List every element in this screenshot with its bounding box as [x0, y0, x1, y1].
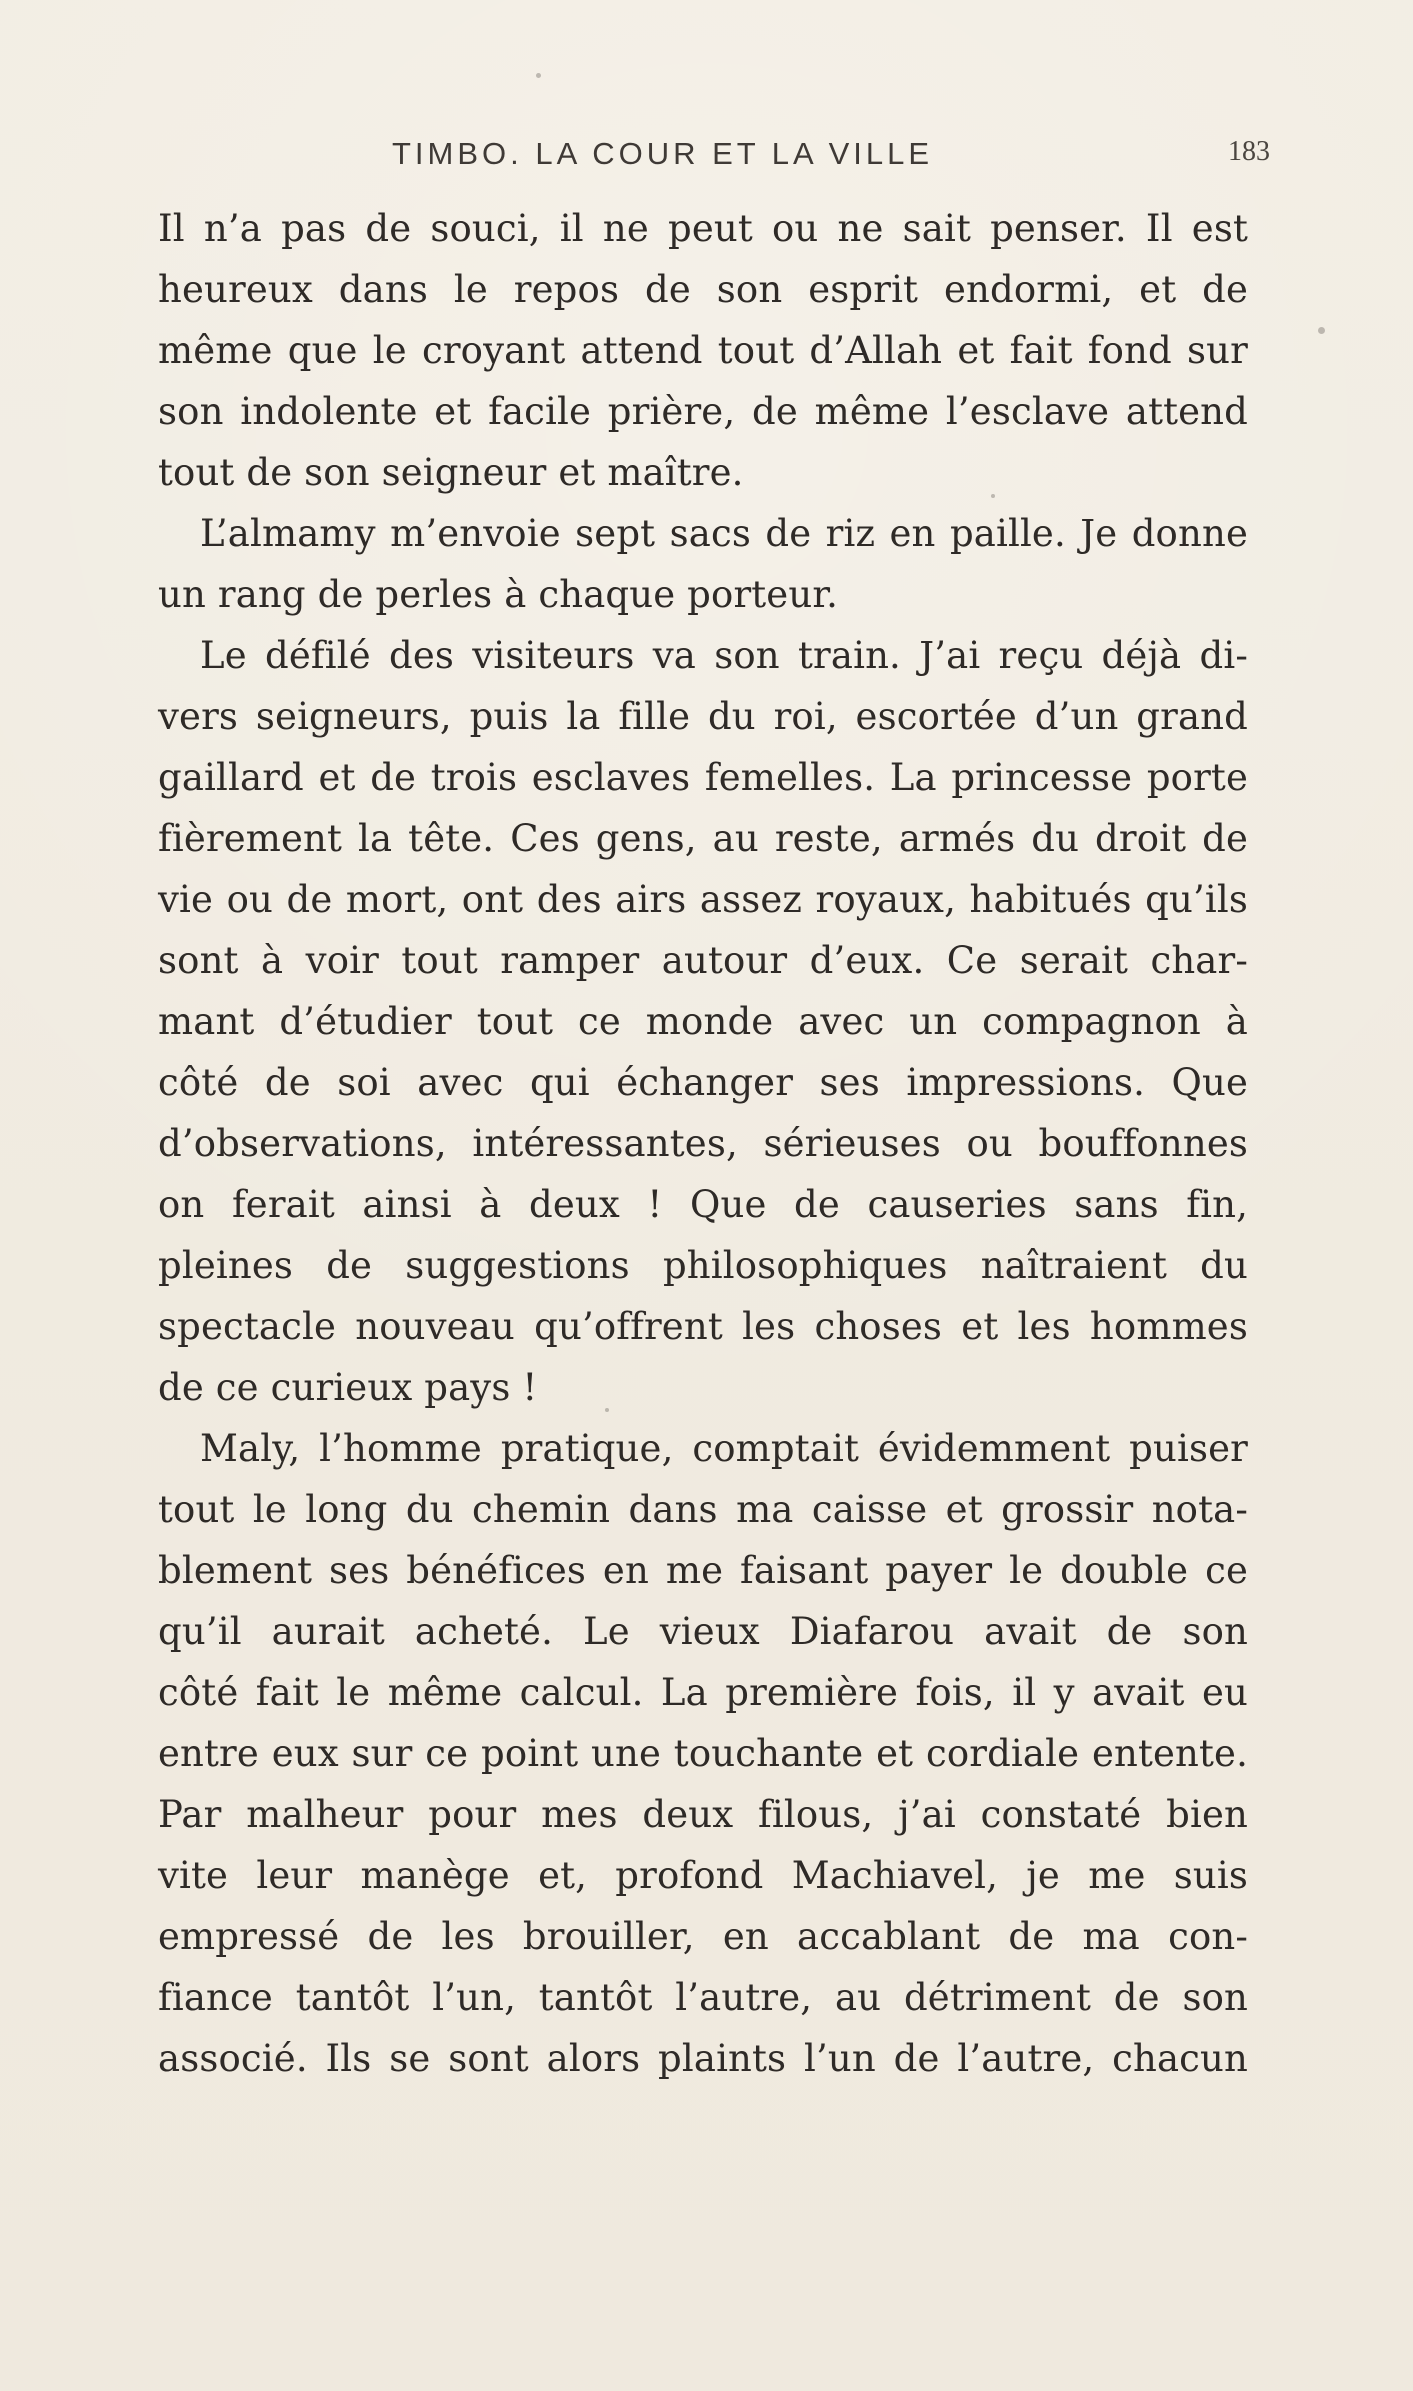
text-line: heureux dans le repos de son esprit endormi, et de: [158, 268, 1248, 311]
text-line: Il n’a pas de souci, il ne peut ou ne sait penser. Il est: [158, 207, 1248, 250]
page-speck: [1318, 327, 1325, 334]
body-text: [158, 198, 1248, 2089]
text-line: fièrement la tête. Ces gens, au reste, armés du droit de: [158, 817, 1248, 860]
running-title: TIMBO. LA COUR ET LA VILLE: [392, 136, 934, 171]
text-line: fiance tantôt l’un, tantôt l’autre, au détriment de son: [158, 1976, 1248, 2019]
text-line: tout de son seigneur et maître.: [158, 451, 744, 494]
text-line: on ferait ainsi à deux ! Que de causeries sans fin,: [158, 1183, 1248, 1226]
text-line: son indolente et facile prière, de même l’esclave attend: [158, 390, 1248, 433]
text-line: de ce curieux pays !: [158, 1366, 538, 1409]
text-line: gaillard et de trois esclaves femelles. La princesse porte: [158, 756, 1248, 799]
text-line: mant d’étudier tout ce monde avec un compagnon à: [158, 1000, 1248, 1043]
text-line: L’almamy m’envoie sept sacs de riz en paille. Je donne: [200, 512, 1248, 555]
text-line: côté de soi avec qui échanger ses impressions. Que: [158, 1061, 1248, 1104]
text-line: empressé de les brouiller, en accablant de ma con-: [158, 1915, 1248, 1958]
text-line: sont à voir tout ramper autour d’eux. Ce serait char-: [158, 939, 1248, 982]
text-line: qu’il aurait acheté. Le vieux Diafarou avait de son: [158, 1610, 1248, 1653]
running-header: [392, 136, 1270, 186]
text-line: Par malheur pour mes deux filous, j’ai constaté bien: [158, 1793, 1248, 1836]
text-line: Le défilé des visiteurs va son train. J’ai reçu déjà di-: [200, 634, 1248, 677]
text-line: un rang de perles à chaque porteur.: [158, 573, 839, 616]
text-line: entre eux sur ce point une touchante et cordiale entente.: [158, 1732, 1248, 1775]
text-line: vite leur manège et, profond Machiavel, je me suis: [158, 1854, 1248, 1897]
text-line: vers seigneurs, puis la fille du roi, escortée d’un grand: [158, 695, 1248, 738]
page-speck: [536, 73, 541, 78]
text-line: vie ou de mort, ont des airs assez royaux, habitués qu’ils: [158, 878, 1248, 921]
text-line: côté fait le même calcul. La première fois, il y avait eu: [158, 1671, 1248, 1714]
text-line: blement ses bénéfices en me faisant payer le double ce: [158, 1549, 1248, 1592]
text-line: pleines de suggestions philosophiques naîtraient du: [158, 1244, 1248, 1287]
page-number: 183: [1228, 136, 1270, 167]
text-line: tout le long du chemin dans ma caisse et grossir nota-: [158, 1488, 1248, 1531]
text-line: d’observations, intéressantes, sérieuses ou bouffonnes: [158, 1122, 1248, 1165]
text-line: Maly, l’homme pratique, comptait évidemment puiser: [200, 1427, 1248, 1470]
text-line: spectacle nouveau qu’offrent les choses et les hommes: [158, 1305, 1248, 1348]
text-line: associé. Ils se sont alors plaints l’un de l’autre, chacun: [158, 2037, 1248, 2080]
text-line: même que le croyant attend tout d’Allah et fait fond sur: [158, 329, 1248, 372]
